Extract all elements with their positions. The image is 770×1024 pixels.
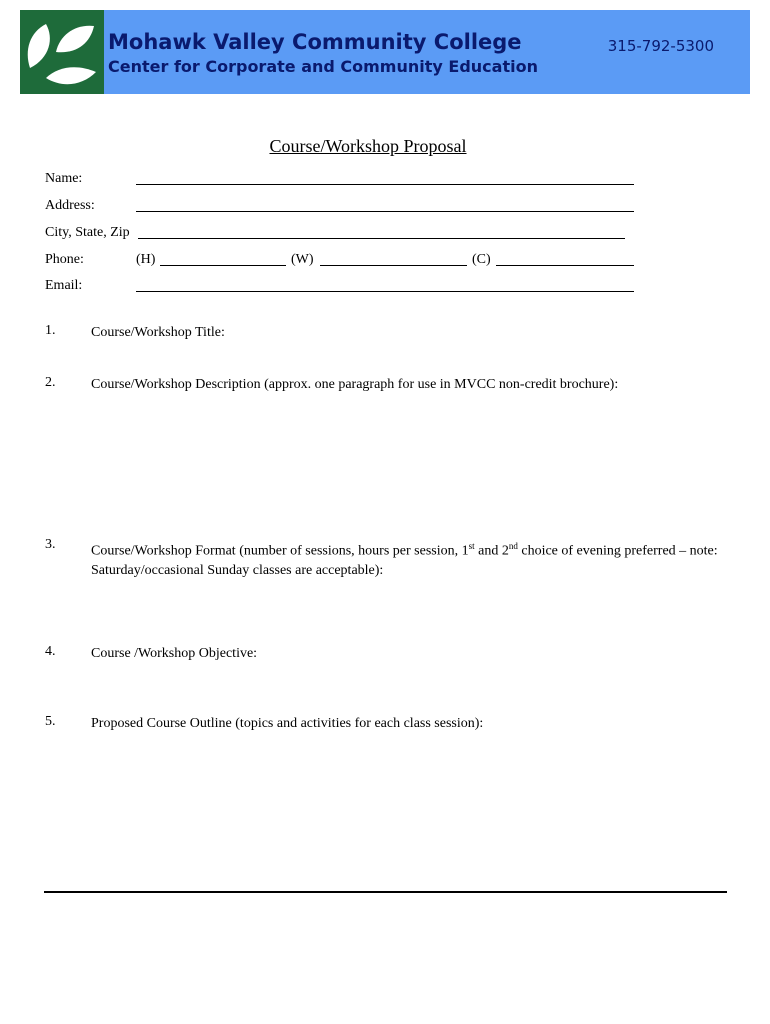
phone-cell-field[interactable] bbox=[496, 265, 634, 266]
question-4-number: 4. bbox=[45, 644, 56, 659]
question-3-text: Course/Workshop Format (number of sessions, hours per session, 1st and 2nd choice of evening preferred – note: Saturday/occasional Sunday classes are acceptable): bbox=[91, 541, 718, 578]
phone-home-field[interactable] bbox=[160, 265, 286, 266]
letterhead bbox=[20, 10, 750, 94]
question-1-number: 1. bbox=[45, 323, 56, 338]
question-3-number: 3. bbox=[45, 537, 56, 552]
question-4-text: Course /Workshop Objective: bbox=[91, 646, 258, 661]
email-label: Email: bbox=[45, 278, 83, 293]
question-1-text: Course/Workshop Title: bbox=[91, 325, 225, 340]
question-2-number: 2. bbox=[45, 375, 56, 390]
leaf-logo-icon bbox=[20, 10, 104, 94]
phone-work-label: (W) bbox=[291, 252, 314, 267]
question-5-number: 5. bbox=[45, 714, 56, 729]
city-state-zip-label: City, State, Zip bbox=[45, 225, 130, 240]
name-field[interactable] bbox=[136, 184, 634, 185]
center-name: Center for Corporate and Community Education bbox=[108, 57, 538, 76]
question-2-text: Course/Workshop Description (approx. one paragraph for use in MVCC non-credit brochure): bbox=[91, 377, 619, 392]
page-title: Course/Workshop Proposal bbox=[269, 136, 467, 156]
email-field[interactable] bbox=[136, 291, 634, 292]
phone-cell-label: (C) bbox=[472, 252, 491, 267]
college-name: Mohawk Valley Community College bbox=[108, 30, 522, 54]
college-logo bbox=[20, 10, 104, 94]
name-label: Name: bbox=[45, 171, 83, 186]
address-label: Address: bbox=[45, 198, 95, 213]
phone-work-field[interactable] bbox=[320, 265, 467, 266]
bottom-divider bbox=[44, 891, 727, 893]
header-phone: 315-792-5300 bbox=[607, 37, 714, 55]
question-5-text: Proposed Course Outline (topics and activities for each class session): bbox=[91, 716, 484, 731]
city-state-zip-field[interactable] bbox=[138, 238, 625, 239]
phone-home-label: (H) bbox=[136, 252, 156, 267]
phone-label: Phone: bbox=[45, 252, 84, 267]
header-band bbox=[104, 10, 750, 94]
address-field[interactable] bbox=[136, 211, 634, 212]
